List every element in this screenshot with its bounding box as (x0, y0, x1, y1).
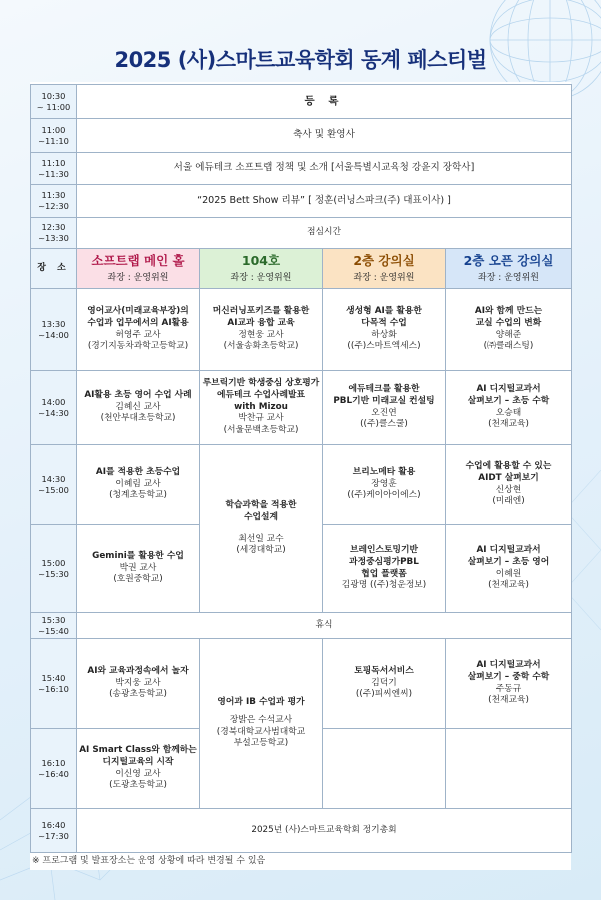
time-cell: 11:00 ~11:10 (31, 119, 77, 153)
session-cell: AI 디지털교과서 살펴보기 – 초등 수학 오승태 (천재교육) (446, 371, 572, 445)
session-cell: AI 디지털교과서 살펴보기 – 중학 수학 주동규 (천재교육) (446, 639, 572, 729)
general-meeting-cell: 2025년 (사)스마트교육학회 정기총회 (77, 809, 572, 853)
room-header-104: 104호 좌장 : 운영위원 (200, 249, 323, 289)
time-cell: 14:30 ~15:00 (31, 445, 77, 525)
schedule-row (31, 371, 572, 445)
schedule-row (31, 185, 572, 218)
lunch-cell: 점심시간 (77, 218, 572, 249)
time-cell: 11:30 ~12:30 (31, 185, 77, 218)
session-cell: 생성형 AI를 활용한 다목적 수업 하상화 ((주)스마트엑세스) (323, 289, 446, 371)
room-header-softlab-main-hall: 소프트랩 메인 홀 좌장 : 운영위원 (77, 249, 200, 289)
schedule-row (31, 809, 572, 853)
session-cell: AI Smart Class와 함께하는 디지털교육의 시작 이신영 교사 (도광초등학교) (77, 729, 200, 809)
schedule-table (30, 84, 572, 853)
page-title: 2025 (사)스마트교육학회 동계 페스티벌 (114, 48, 487, 72)
registration-cell: 등 록 (77, 85, 572, 119)
schedule-row (31, 85, 572, 119)
time-cell: 16:40 ~17:30 (31, 809, 77, 853)
schedule-row (31, 639, 572, 729)
time-cell: 13:30 ~14:00 (31, 289, 77, 371)
session-cell: 수업에 활용할 수 있는 AIDT 살펴보기 신상현 (미래엔) (446, 445, 572, 525)
session-cell: 루브릭기반 학생중심 상호평가 에듀테크 수업사례발표 with Mizou 박찬규 교사 (서울문백초등학교) (200, 371, 323, 445)
bett-review-cell: “2025 Bett Show 리뷰” [ 정훈(러닝스파크(주) 대표이사) ] (77, 185, 572, 218)
time-cell: 14:00 ~14:30 (31, 371, 77, 445)
schedule-row (31, 289, 572, 371)
footnote: ※ 프로그램 및 발표장소는 운영 상황에 따라 변경될 수 있음 (32, 856, 266, 866)
session-cell: 브리노메타 활용 장영훈 ((주)케이아이에스) (323, 445, 446, 525)
session-cell: 영어과 IB 수업과 평가 장밝은 수석교사 (경북대학교사범대학교 부설고등학교) (200, 639, 323, 809)
session-cell: AI와 교육과정속에서 놀자 박지웅 교사 (송광초등학교) (77, 639, 200, 729)
schedule-row (31, 119, 572, 153)
session-cell: 브레인스토밍기반 과정중심평가PBL 협업 플랫폼 김광명 ((주)청운정보) (323, 525, 446, 613)
session-cell: AI활용 초등 영어 수업 사례 김혜신 교사 (천안부대초등학교) (77, 371, 200, 445)
session-cell: 에듀테크를 활용한 PBL기반 미래교실 컨설팅 오진연 ((주)클스쿨) (323, 371, 446, 445)
session-cell: AI를 적용한 초등수업 이혜림 교사 (청계초등학교) (77, 445, 200, 525)
schedule-row (31, 445, 572, 525)
break-cell: 휴식 (77, 613, 572, 639)
session-cell: 머신러닝포키즈를 활용한 AI교과 융합 교육 정현웅 교사 (서울송화초등학교) (200, 289, 323, 371)
room-header-row (31, 249, 572, 289)
time-cell: 15:30 ~15:40 (31, 613, 77, 639)
welcome-speech-cell: 축사 및 환영사 (77, 119, 572, 153)
session-cell: Gemini를 활용한 수업 박권 교사 (호원중학교) (77, 525, 200, 613)
session-cell: 영어교사(미래교육부장)의 수업과 업무에서의 AI활용 허영주 교사 (경기지동차과학고등학교) (77, 289, 200, 371)
time-cell: 11:10 ~11:30 (31, 153, 77, 185)
time-cell: 16:10 ~16:40 (31, 729, 77, 809)
time-cell: 15:40 ~16:10 (31, 639, 77, 729)
zone-label: 장 소 (31, 249, 77, 289)
empty-session-cell (446, 729, 572, 809)
session-cell: AI와 함께 만드는 교실 수업의 변화 양해준 (㈜클래스팅) (446, 289, 572, 371)
schedule-row (31, 613, 572, 639)
time-cell: 10:30 ~ 11:00 (31, 85, 77, 119)
empty-session-cell (323, 729, 446, 809)
session-cell: 학습과학을 적용한 수업설계 최선일 교수 (세경대학교) (200, 445, 323, 613)
schedule-row (31, 153, 572, 185)
session-cell: 토핑독서서비스 김덕기 ((주)피씨엔씨) (323, 639, 446, 729)
room-header-2f-lecture: 2층 강의실 좌장 : 운영위원 (323, 249, 446, 289)
time-cell: 12:30 ~13:30 (31, 218, 77, 249)
time-cell: 15:00 ~15:30 (31, 525, 77, 613)
room-header-2f-open-lecture: 2층 오픈 강의실 좌장 : 운영위원 (446, 249, 572, 289)
policy-intro-cell: 서울 에듀테크 소프트랩 정책 및 소개 [서울특별시교육청 강윤지 장학사] (77, 153, 572, 185)
schedule-row (31, 218, 572, 249)
session-cell: AI 디지털교과서 살펴보기 – 초등 영어 이혜원 (천재교육) (446, 525, 572, 613)
